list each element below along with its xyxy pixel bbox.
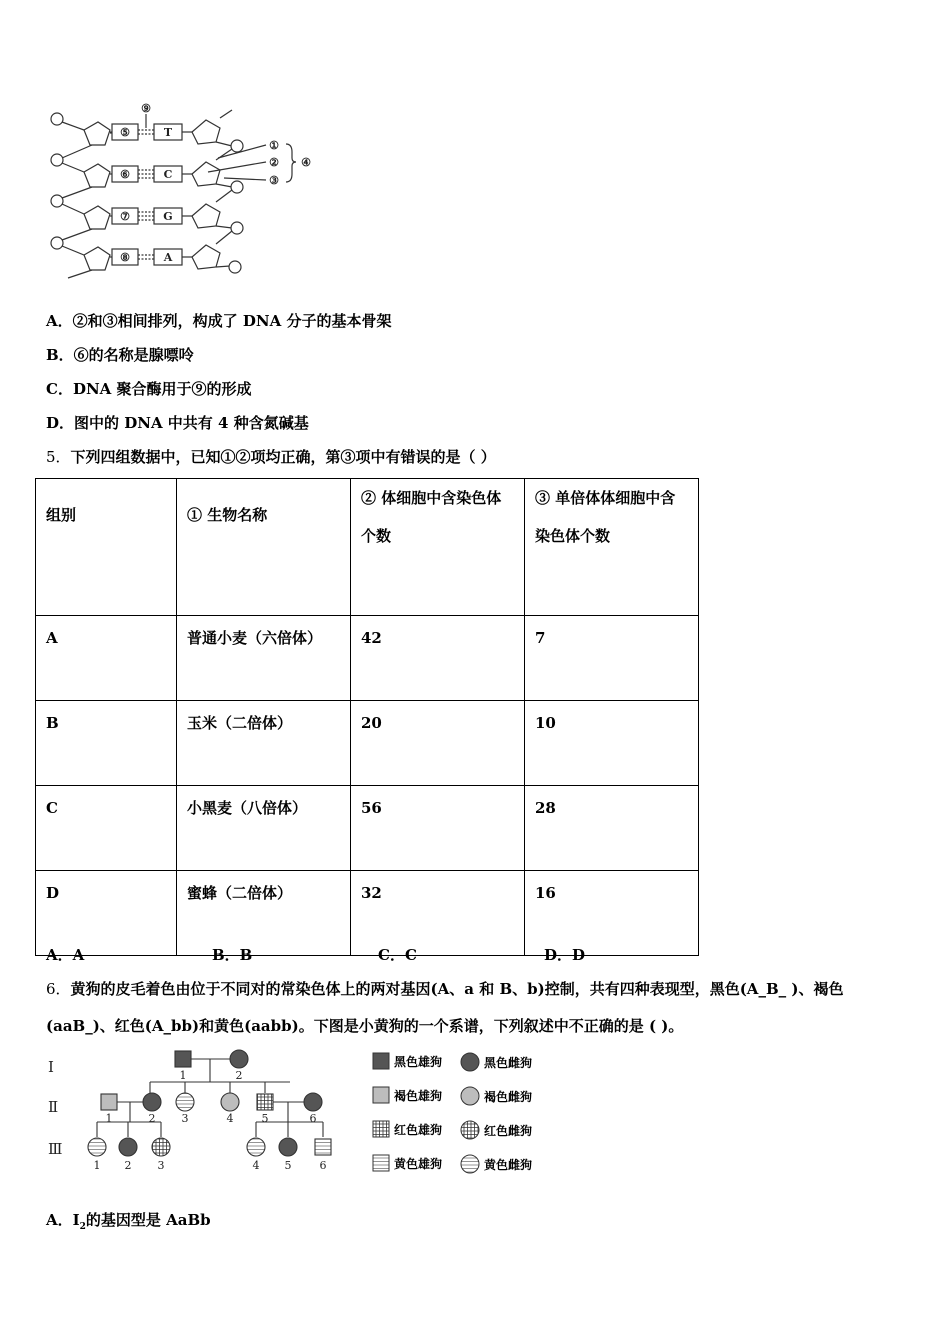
cell-species: 小黑麦（八倍体） [177,786,351,871]
gen3-number-3: 3 [157,1159,165,1172]
cell-haploid: 7 [525,616,699,701]
black-circle-icon [460,1052,480,1072]
table-row [36,786,699,871]
gen2-number-5: 5 [261,1112,269,1125]
cell-group: C [36,786,177,871]
table-header-row [36,479,699,616]
q5-stem [46,447,496,467]
gen1-male-black [175,1051,191,1067]
cell-haploid: 16 [525,871,699,956]
header-group: 组别 [36,479,177,616]
q5-number: 5． [46,448,71,466]
q6-option-a: A．$Ⅰ_2$的基因型是 AaBb [46,1211,211,1232]
gen3-female-yellow [88,1138,106,1156]
q5-option-b: B．B [212,946,253,964]
gen3-female-black [119,1138,137,1156]
base-letter-G: G [163,210,173,223]
gen3-number-4: 4 [252,1159,260,1172]
gen3-female-red [152,1138,170,1156]
header-species: ① 生物名称 [177,479,351,616]
cell-somatic: 20 [351,701,525,786]
cell-species: 普通小麦（六倍体） [177,616,351,701]
legend-black-female: 黑色雌狗 [460,1052,532,1072]
brown-square-icon [372,1086,390,1104]
gen2-male-brown [101,1094,117,1110]
part-label-1: ① [269,139,279,152]
cell-species: 玉米（二倍体） [177,701,351,786]
black-square-icon [372,1052,390,1070]
group-label: ④ [301,156,311,169]
gen3-female-black-5 [279,1138,297,1156]
cell-somatic: 32 [351,871,525,956]
pedigree-legend [372,1050,572,1180]
q6-number: 6． [46,980,71,998]
q6-stem-line1 [46,979,843,999]
gen3-male-yellow [315,1139,331,1155]
bond-label: ⑨ [141,102,151,115]
gen2-number-3: 3 [181,1112,189,1125]
gen2-number-4: 4 [226,1112,234,1125]
gen1-number-2: 2 [235,1069,243,1082]
dna-structure-diagram [40,100,330,285]
gen3-number-6: 6 [319,1159,327,1172]
header-somatic-count: ② 体细胞中含染色体个数 [351,479,525,616]
q5-option-c: C．C [378,946,417,964]
gen2-female-yellow [176,1093,194,1111]
generation-3-label: Ⅲ [48,1140,63,1158]
pedigree-chart [40,1044,340,1176]
red-grid-square-icon [372,1120,390,1138]
cell-species: 蜜蜂（二倍体） [177,871,351,956]
part-label-3: ③ [269,174,279,187]
legend-brown-male: 褐色雄狗 [372,1086,442,1104]
table-row [36,871,699,956]
q5-table [35,478,699,956]
base-letter-A: A [163,251,173,264]
gen2-male-red [257,1094,273,1110]
q4-option-c: C．DNA 聚合酶用于⑨的形成 [46,380,252,398]
brown-circle-icon [460,1086,480,1106]
q4-option-a: A．②和③相间排列，构成了 DNA 分子的基本骨架 [46,312,392,330]
cell-group: D [36,871,177,956]
base-number-7: ⑦ [120,210,130,223]
cell-group: B [36,701,177,786]
q5-options [46,945,710,965]
legend-yellow-male: 黄色雄狗 [372,1154,442,1172]
gen1-female-black [230,1050,248,1068]
red-grid-circle-icon [460,1120,480,1140]
gen3-number-1: 1 [93,1159,101,1172]
gen2-number-6: 6 [309,1112,317,1125]
table-row [36,616,699,701]
header-haploid-count: ③ 单倍体体细胞中含染色体个数 [525,479,699,616]
legend-yellow-female: 黄色雌狗 [460,1154,532,1174]
cell-group: A [36,616,177,701]
q5-option-a: A．A [46,946,85,964]
legend-black-male: 黑色雄狗 [372,1052,442,1070]
base-letter-T: T [163,126,173,139]
cell-haploid: 28 [525,786,699,871]
gen2-female-black [143,1093,161,1111]
cell-somatic: 42 [351,616,525,701]
gen2-number-1: 1 [105,1112,113,1125]
part-label-2: ② [269,156,279,169]
gen2-number-2: 2 [148,1112,156,1125]
q5-stem-text: 下列四组数据中，已知①②项均正确，第③项中有错误的是（ ） [70,448,496,466]
generation-1-label: Ⅰ [48,1058,54,1076]
cell-haploid: 10 [525,701,699,786]
yellow-striped-circle-icon [460,1154,480,1174]
base-letter-C: C [163,168,173,181]
base-number-8: ⑧ [120,251,130,264]
gen2-female-brown [221,1093,239,1111]
q4-option-b: B．⑥的名称是腺嘌呤 [46,346,194,364]
cell-somatic: 56 [351,786,525,871]
table-row [36,701,699,786]
q5-option-d: D．D [544,946,586,964]
gen3-number-5: 5 [284,1159,292,1172]
gen1-number-1: 1 [179,1069,187,1082]
yellow-striped-square-icon [372,1154,390,1172]
legend-red-male: 红色雄狗 [372,1120,442,1138]
base-number-5: ⑤ [120,126,130,139]
generation-2-label: Ⅱ [48,1098,59,1116]
base-number-6: ⑥ [120,168,130,181]
q4-option-d: D．图中的 DNA 中共有 4 种含氮碱基 [46,414,309,432]
gen2-female-black-6 [304,1093,322,1111]
gen3-female-yellow-4 [247,1138,265,1156]
legend-brown-female: 褐色雌狗 [460,1086,532,1106]
q6-stem-text-1: 黄狗的皮毛着色由位于不同对的常染色体上的两对基因(A、a 和 B、b)控制，共有四种表现型，黑色(A_B_ )、褐色 [70,980,844,998]
gen3-number-2: 2 [124,1159,132,1172]
q6-stem-line2: (aaB_)、红色(A_bb)和黄色(aabb)。下图是小黄狗的一个系谱，下列叙述中不正确的是 ( )。 [46,1017,684,1035]
legend-red-female: 红色雌狗 [460,1120,532,1140]
